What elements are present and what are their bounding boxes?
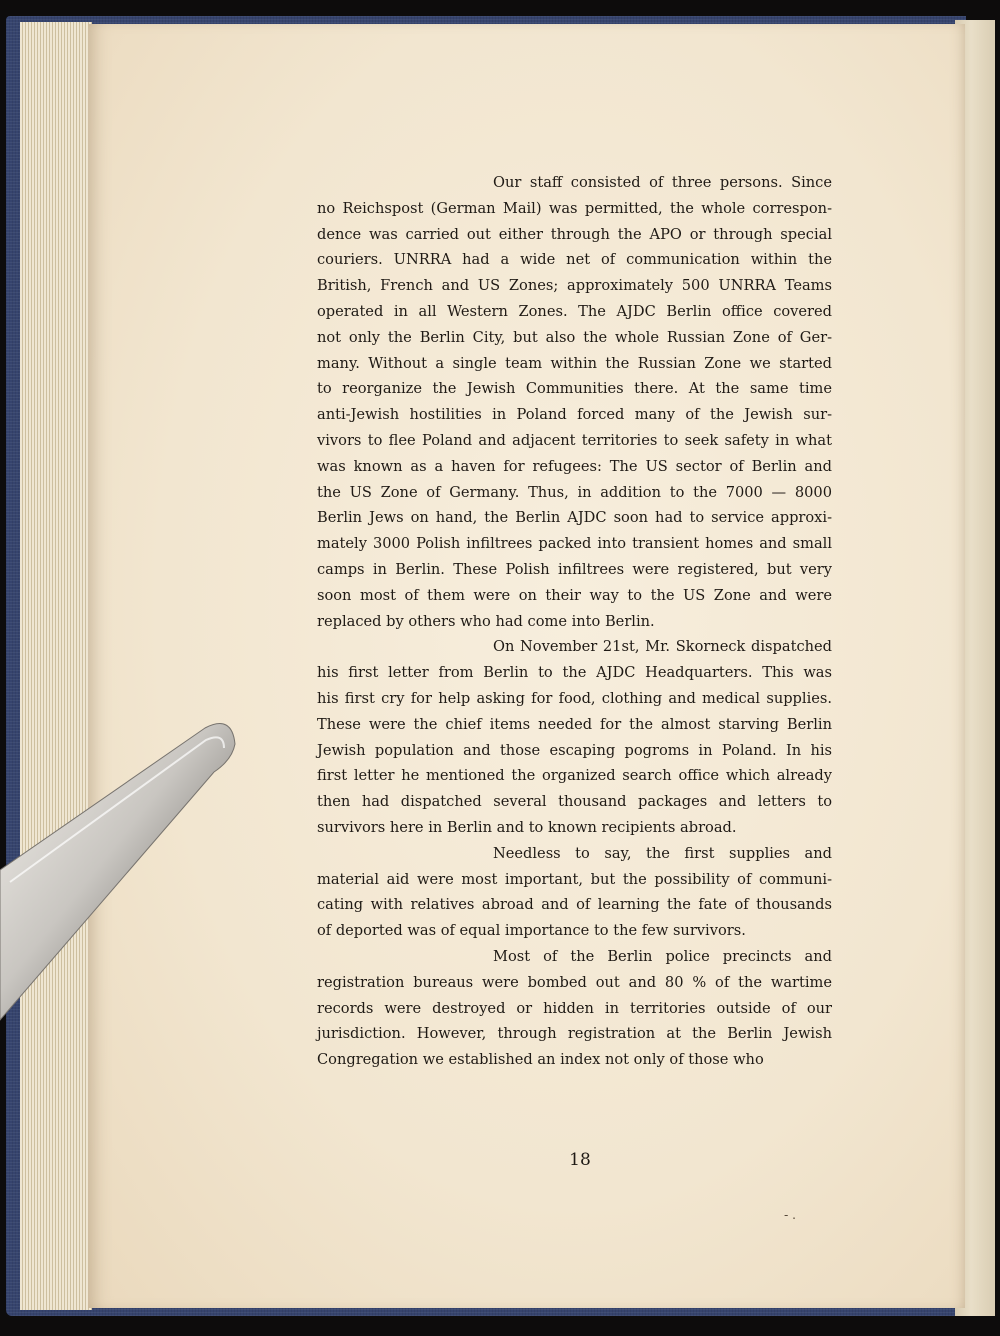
text-line: replaced by others who had come into Berlin. — [317, 612, 655, 630]
text-line: first letter he mentioned the organized search office which already — [317, 767, 832, 785]
text-line: records were destroyed or hidden in territories outside of our — [317, 999, 832, 1017]
bone-folder-tool — [0, 720, 240, 1040]
text-line: material aid were most important, but the possibility of communi- — [317, 870, 832, 888]
text-line: no Reichspost (German Mail) was permitted, the whole correspon- — [317, 199, 832, 217]
paragraph — [317, 944, 832, 1073]
text-line: anti-Jewish hostilities in Poland forced many of the Jewish sur- — [317, 406, 832, 424]
text-line: to reorganize the Jewish Communities there. At the same time — [317, 380, 832, 398]
text-line: dence was carried out either through the APO or through special — [317, 225, 832, 243]
text-line: Most of the Berlin police precincts and — [493, 947, 832, 965]
tool-blade — [0, 724, 235, 1020]
text-line: Congregation we established an index not only of those who — [317, 1051, 764, 1069]
text-line: then had dispatched several thousand packages and letters to — [317, 793, 832, 811]
text-line: camps in Berlin. These Polish infiltrees were registered, but very — [317, 560, 832, 578]
text-line: jurisdiction. However, through registration at the Berlin Jewish — [317, 1025, 832, 1043]
page-number: 18 — [569, 1150, 591, 1170]
text-line: Jewish population and those escaping pogroms in Poland. In his — [317, 741, 832, 759]
text-line: the US Zone of Germany. Thus, in addition to the 7000 — 8000 — [317, 483, 832, 501]
text-line: was known as a haven for refugees: The US sector of Berlin and — [317, 457, 832, 475]
text-line: operated in all Western Zones. The AJDC Berlin office covered — [317, 302, 832, 320]
text-line: survivors here in Berlin and to known recipients abroad. — [317, 818, 737, 836]
text-line: of deported was of equal importance to the few survivors. — [317, 922, 746, 940]
text-line: These were the chief items needed for the almost starving Berlin — [317, 715, 832, 733]
body-text — [317, 170, 832, 1073]
text-line: his first letter from Berlin to the AJDC Headquarters. This was — [317, 664, 832, 682]
page-edges-stack — [20, 22, 92, 1310]
text-line: Our staff consisted of three persons. Since — [493, 174, 832, 191]
text-line: couriers. UNRRA had a wide net of communication within the — [317, 251, 832, 269]
text-line: not only the Berlin City, but also the whole Russian Zone of Ger- — [317, 328, 832, 346]
text-line: soon most of them were on their way to the US Zone and were — [317, 586, 832, 604]
text-line: many. Without a single team within the Russian Zone we started — [317, 354, 832, 372]
text-line: British, French and US Zones; approximately 500 UNRRA Teams — [317, 277, 832, 295]
paragraph — [317, 170, 832, 634]
stray-mark: - . — [784, 1208, 796, 1222]
text-line: his first cry for help asking for food, clothing and medical supplies. — [317, 689, 832, 707]
text-line: cating with relatives abroad and of learning the fate of thousands — [317, 896, 832, 914]
text-line: On November 21st, Mr. Skorneck dispatched — [493, 638, 832, 656]
text-line: Berlin Jews on hand, the Berlin AJDC soon had to service approxi- — [317, 509, 832, 527]
text-line: vivors to flee Poland and adjacent territories to seek safety in what — [317, 431, 832, 449]
text-line: registration bureaus were bombed out and 80 % of the wartime — [317, 973, 832, 991]
text-line: Needless to say, the first supplies and — [493, 844, 832, 862]
paragraph — [317, 634, 832, 840]
paragraph — [317, 841, 832, 944]
text-line: mately 3000 Polish infiltrees packed into transient homes and small — [317, 535, 832, 553]
